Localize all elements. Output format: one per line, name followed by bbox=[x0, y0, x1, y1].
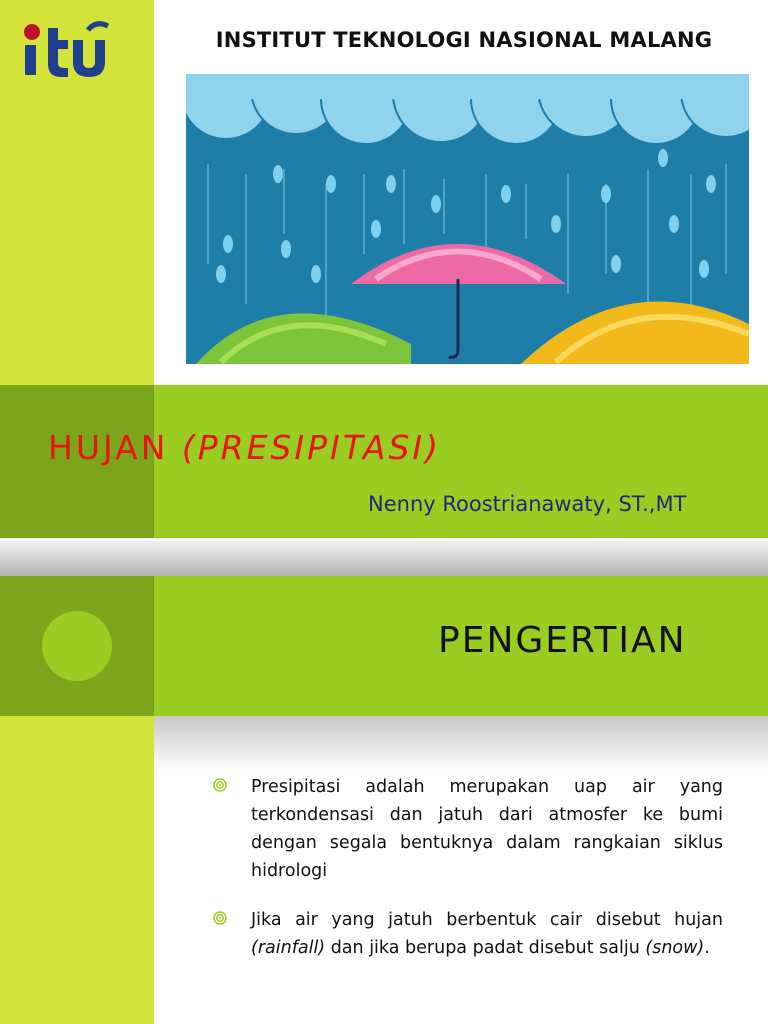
author-name: Nenny Roostrianawaty, ST.,MT bbox=[368, 492, 687, 516]
bullet-text bbox=[251, 906, 723, 962]
decorative-circle bbox=[42, 611, 112, 681]
bullet-text-part: Jika air yang jatuh berbentuk cair disebut hujan bbox=[251, 910, 723, 930]
bullet-text-part: dan jika berupa padat disebut salju bbox=[325, 938, 646, 958]
institution-name: INSTITUT TEKNOLOGI NASIONAL MALANG bbox=[215, 28, 713, 52]
title-subtitle: (PRESIPITASI) bbox=[181, 428, 441, 467]
term-snow: (snow) bbox=[645, 938, 705, 958]
rain-umbrella-image bbox=[186, 74, 749, 364]
slide-separator bbox=[0, 540, 768, 576]
bullet-ring-icon bbox=[213, 778, 227, 792]
itn-logo bbox=[18, 10, 118, 80]
bullet-item bbox=[213, 906, 723, 962]
title-main: HUJAN bbox=[48, 428, 182, 467]
section-title: PENGERTIAN bbox=[438, 620, 687, 661]
presentation-title bbox=[48, 428, 441, 467]
term-rainfall: (rainfall) bbox=[251, 938, 326, 958]
bullet-text: Presipitasi adalah merupakan uap air yang terkondensasi dan jatuh dari atmosfer ke bumi dengan segala bentuknya dalam rangkaian siklus hidrologi bbox=[251, 777, 723, 881]
left-accent-bar-2 bbox=[0, 716, 154, 1024]
bullet-item bbox=[213, 773, 723, 885]
header-shadow bbox=[154, 716, 768, 772]
bullet-text-part: . bbox=[704, 938, 710, 958]
bullet-ring-icon bbox=[213, 911, 227, 925]
